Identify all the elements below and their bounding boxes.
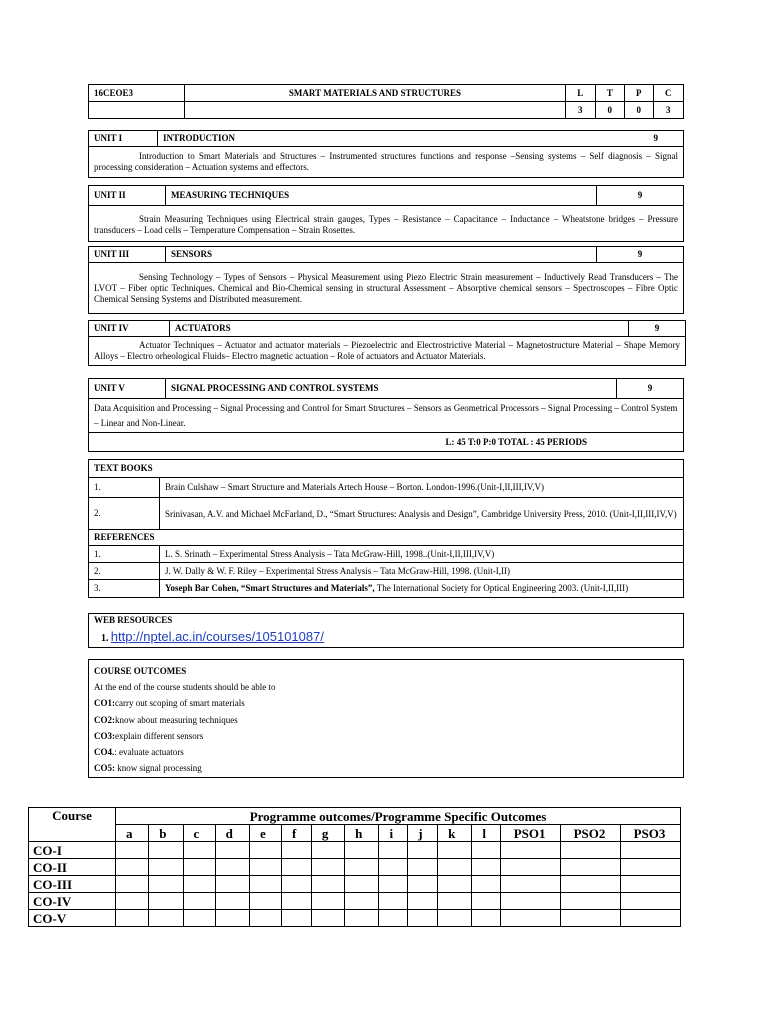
mapping-column-l: l	[472, 825, 501, 842]
mapping-column-k: k	[438, 825, 472, 842]
mapping-cell	[438, 842, 472, 859]
mapping-cell	[472, 842, 501, 859]
mapping-column-c: c	[183, 825, 215, 842]
unit-description: Data Acquisition and Processing – Signal Processing and Control for Smart Structures – Sensors as Geometrical Processors – Signal Processing – Control System – Linear and Non-Linear.	[89, 399, 684, 433]
unit-hours: 9	[629, 321, 686, 337]
mapping-cell	[472, 893, 501, 910]
reference-number: 2.	[89, 563, 160, 580]
mapping-cell	[149, 859, 183, 876]
mapping-column-i: i	[379, 825, 408, 842]
mapping-row-label: CO-II	[29, 859, 116, 876]
unit-description: Introduction to Smart Materials and Structures – Instrumented structures functions and response –Sensing systems – Self diagnosis – Signal processing consideration – Actuation systems and effectors.	[89, 147, 684, 178]
outcome-item: CO2:know about measuring techniques	[94, 714, 238, 725]
mapping-cell	[282, 893, 312, 910]
mapping-cell	[620, 910, 680, 927]
unit-title: SIGNAL PROCESSING AND CONTROL SYSTEMS	[166, 379, 617, 399]
reference-entry: L. S. Srinath – Experimental Stress Analysis – Tata McGraw-Hill, 1998..(Unit-I,II,III,IV,V)	[160, 546, 684, 563]
mapping-cell	[311, 842, 344, 859]
mapping-cell	[149, 876, 183, 893]
text-book-entry: Srinivasan, A.V. and Michael McFarland, D., “Smart Structures: Analysis and Design”, Cambridge University Press, 2010. (Unit-I,II,III,IV,V)	[160, 498, 684, 530]
mapping-row	[29, 910, 681, 927]
mapping-cell	[116, 876, 149, 893]
mapping-cell	[249, 910, 281, 927]
outcome-item: CO5: know signal processing	[94, 763, 202, 774]
mapping-cell	[561, 893, 621, 910]
mapping-cell	[249, 842, 281, 859]
mapping-cell	[501, 842, 561, 859]
mapping-cell	[620, 893, 680, 910]
ltpc-label-p: P	[625, 85, 654, 102]
mapping-cell	[149, 910, 183, 927]
text-books-heading: TEXT BOOKS	[89, 460, 684, 478]
mapping-cell	[408, 876, 438, 893]
unit-4-table	[88, 320, 686, 366]
mapping-column-a: a	[116, 825, 149, 842]
unit-2-table	[88, 185, 684, 242]
mapping-cell	[561, 842, 621, 859]
reference-entry	[160, 580, 684, 598]
mapping-cell	[472, 876, 501, 893]
outcome-item: CO3:explain different sensors	[94, 730, 204, 741]
mapping-column-e: e	[249, 825, 281, 842]
mapping-cell	[620, 842, 680, 859]
course-header-table	[88, 84, 684, 119]
course-outcomes-table	[88, 659, 684, 778]
mapping-cell	[116, 859, 149, 876]
mapping-column-g: g	[311, 825, 344, 842]
ltpc-value-l: 3	[566, 102, 596, 119]
mapping-row-label: CO-V	[29, 910, 116, 927]
mapping-cell	[501, 859, 561, 876]
unit-label: UNIT II	[89, 186, 166, 206]
outcome-item: CO1:carry out scoping of smart materials	[94, 698, 245, 709]
mapping-column-pso3: PSO3	[620, 825, 680, 842]
mapping-cell	[249, 893, 281, 910]
mapping-column-b: b	[149, 825, 183, 842]
mapping-cell	[183, 876, 215, 893]
mapping-cell	[183, 842, 215, 859]
mapping-cell	[215, 876, 249, 893]
unit-label: UNIT III	[89, 247, 166, 263]
reference-number: 3.	[89, 580, 160, 598]
mapping-row	[29, 842, 681, 859]
co-po-mapping-table	[28, 807, 681, 927]
unit-hours: 9	[548, 131, 684, 147]
mapping-cell	[215, 893, 249, 910]
mapping-cell	[282, 876, 312, 893]
unit-hours: 9	[617, 379, 684, 399]
unit-5-table	[88, 378, 684, 452]
mapping-cell	[215, 842, 249, 859]
mapping-cell	[379, 910, 408, 927]
unit-3-table	[88, 246, 684, 314]
unit-title: ACTUATORS	[170, 321, 629, 337]
mapping-row-label: CO-I	[29, 842, 116, 859]
mapping-cell	[408, 910, 438, 927]
mapping-cell	[116, 910, 149, 927]
mapping-cell	[149, 893, 183, 910]
mapping-cell	[620, 859, 680, 876]
mapping-cell	[438, 876, 472, 893]
unit-label: UNIT IV	[89, 321, 170, 337]
mapping-cell	[345, 842, 379, 859]
mapping-cell	[311, 910, 344, 927]
books-table	[88, 459, 684, 598]
mapping-column-h: h	[345, 825, 379, 842]
mapping-column-f: f	[282, 825, 312, 842]
mapping-cell	[215, 910, 249, 927]
unit-1-table	[88, 130, 684, 178]
mapping-column-d: d	[215, 825, 249, 842]
mapping-cell	[408, 893, 438, 910]
mapping-row	[29, 876, 681, 893]
mapping-cell	[438, 859, 472, 876]
unit-label: UNIT I	[89, 131, 158, 147]
outcomes-intro: At the end of the course students should be able to	[94, 682, 276, 693]
mapping-cell	[311, 876, 344, 893]
mapping-cell	[345, 910, 379, 927]
mapping-cell	[501, 910, 561, 927]
unit-title: INTRODUCTION	[158, 131, 549, 147]
mapping-cell	[472, 859, 501, 876]
mapping-cell	[183, 910, 215, 927]
mapping-cell	[215, 859, 249, 876]
mapping-cell	[311, 893, 344, 910]
mapping-row	[29, 859, 681, 876]
web-resource-number: 1.	[101, 632, 109, 644]
mapping-cell	[501, 893, 561, 910]
text-book-entry: Brain Culshaw – Smart Structure and Materials Artech House – Borton. London-1996.(Unit-I,II,III,IV,V)	[160, 478, 684, 498]
reference-rest: The International Society for Optical Engineering 2003. (Unit-I,II,III)	[374, 583, 629, 593]
mapping-cell	[501, 876, 561, 893]
reference-bold-part: Yoseph Bar Cohen, “Smart Structures and Materials”,	[165, 583, 375, 593]
mapping-cell	[311, 859, 344, 876]
unit-description: Sensing Technology – Types of Sensors – Physical Measurement using Piezo Electric Strain measurement – Inductively Read Transducers – The LVOT – Fiber optic Techniques. Chemical and Bio-Chemical sensing in structural Assessment – Absorptive chemical sensors – Spectroscopes – Fibre Optic Chemical Sensing Systems and Distributed measurement.	[89, 263, 684, 314]
text-book-number: 1.	[89, 478, 160, 498]
mapping-column-j: j	[408, 825, 438, 842]
ltpc-value-c: 3	[653, 102, 683, 119]
mapping-cell	[379, 859, 408, 876]
mapping-cell	[561, 910, 621, 927]
unit-title: SENSORS	[166, 247, 597, 263]
mapping-cell	[472, 910, 501, 927]
web-resources-table	[88, 613, 684, 648]
unit-description: Strain Measuring Techniques using Electrical strain gauges, Types – Resistance – Capacitance – Inductance – Wheatstone bridges – Pressure transducers – Load cells – Temperature Compensation – Strain Rosettes.	[89, 206, 684, 242]
mapping-title: Programme outcomes/Programme Specific Outcomes	[116, 808, 681, 825]
mapping-cell	[408, 842, 438, 859]
reference-entry: J. W. Dally & W. F. Riley – Experimental Stress Analysis – Tata McGraw-Hill, 1998. (Unit-I,II)	[160, 563, 684, 580]
mapping-cell	[183, 893, 215, 910]
mapping-cell	[183, 859, 215, 876]
course-code: 16CEOE3	[89, 85, 185, 102]
unit-description: Actuator Techniques – Actuator and actuator materials – Piezoelectric and Electrostrictive Material – Magnetostructure Material – Shape Memory Alloys – Electro orheological Fluids– Electro magnetic actuation – Role of actuators and Actuator Materials.	[89, 337, 686, 366]
mapping-cell	[345, 859, 379, 876]
reference-number: 1.	[89, 546, 160, 563]
mapping-cell	[249, 876, 281, 893]
mapping-cell	[282, 842, 312, 859]
course-title: SMART MATERIALS AND STRUCTURES	[185, 85, 566, 102]
unit-hours: 9	[597, 186, 684, 206]
text-book-number: 2.	[89, 498, 160, 530]
mapping-cell	[282, 910, 312, 927]
mapping-cell	[379, 876, 408, 893]
mapping-cell	[438, 893, 472, 910]
mapping-cell	[249, 859, 281, 876]
unit-hours: 9	[597, 247, 684, 263]
mapping-cell	[561, 876, 621, 893]
mapping-cell	[116, 893, 149, 910]
ltpc-label-t: T	[595, 85, 625, 102]
mapping-row-label: CO-IV	[29, 893, 116, 910]
mapping-cell	[561, 859, 621, 876]
outcome-item: CO4.: evaluate actuators	[94, 747, 184, 758]
mapping-cell	[379, 893, 408, 910]
ltpc-value-t: 0	[595, 102, 625, 119]
ltpc-label-c: C	[653, 85, 683, 102]
web-resources-heading: WEB RESOURCES	[89, 614, 684, 628]
mapping-cell	[408, 859, 438, 876]
unit-label: UNIT V	[89, 379, 166, 399]
mapping-cell	[116, 842, 149, 859]
mapping-cell	[438, 910, 472, 927]
course-column-header: Course	[29, 808, 116, 842]
mapping-cell	[345, 876, 379, 893]
mapping-cell	[149, 842, 183, 859]
total-periods: L: 45 T:0 P:0 TOTAL : 45 PERIODS	[89, 433, 684, 452]
mapping-column-pso1: PSO1	[501, 825, 561, 842]
mapping-column-pso2: PSO2	[561, 825, 621, 842]
mapping-row	[29, 893, 681, 910]
mapping-cell	[345, 893, 379, 910]
outcomes-heading: COURSE OUTCOMES	[94, 666, 187, 676]
mapping-cell	[282, 859, 312, 876]
references-heading: REFERENCES	[89, 530, 684, 546]
unit-title: MEASURING TECHNIQUES	[166, 186, 597, 206]
mapping-cell	[620, 876, 680, 893]
nptel-link[interactable]: http://nptel.ac.in/courses/105101087/	[110, 628, 324, 644]
mapping-cell	[379, 842, 408, 859]
mapping-row-label: CO-III	[29, 876, 116, 893]
ltpc-label-l: L	[566, 85, 596, 102]
ltpc-value-p: 0	[625, 102, 654, 119]
